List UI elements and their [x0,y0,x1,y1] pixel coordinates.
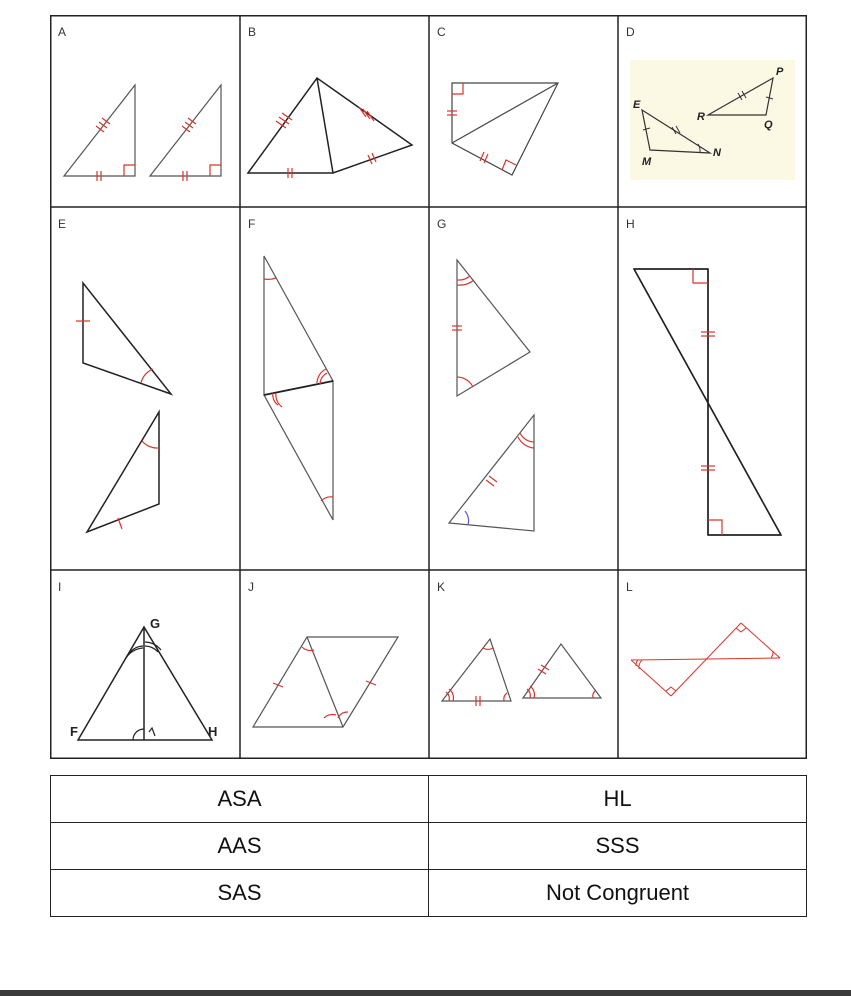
cell-l [618,570,807,759]
cell-label-f: F [248,217,256,231]
vertex-e: E [633,99,641,111]
cell-e [50,207,240,570]
answer-bank-table [50,775,807,917]
figure-d [618,15,807,207]
figure-l [618,570,807,759]
answer-cell: SSS [429,823,807,870]
figure-e [50,207,240,570]
answer-cell: HL [429,776,807,823]
cell-b [240,15,429,207]
cell-g [429,207,618,570]
answer-cell: SAS [51,870,429,917]
cell-i [50,570,240,759]
cell-j [240,570,429,759]
cell-label-e: E [58,217,67,231]
cell-label-h: H [626,217,635,231]
vertex-n: N [713,147,721,159]
vertex-q: Q [764,119,773,131]
cell-f [240,207,429,570]
cell-label-a: A [58,25,67,39]
cell-label-l: L [626,580,633,594]
figure-j [240,570,429,759]
figure-h [618,207,807,570]
table-row [51,776,807,823]
cell-label-k: K [437,580,446,594]
answer-cell: AAS [51,823,429,870]
bottom-bar [0,990,851,996]
figure-f [240,207,429,570]
figure-b [240,15,429,207]
cell-k [429,570,618,759]
table-row [51,823,807,870]
cell-h [618,207,807,570]
cell-label-b: B [248,25,257,39]
figure-i [50,570,240,759]
figure-a [50,15,240,207]
triangle-grid [50,15,807,759]
figure-g [429,207,618,570]
cell-c [429,15,618,207]
cell-label-j: J [248,580,254,594]
vertex-h: H [208,724,218,739]
figure-k [429,570,618,759]
vertex-m: M [642,156,652,168]
answer-cell: Not Congruent [429,870,807,917]
vertex-g: G [150,616,161,631]
cell-d [618,15,807,207]
answer-cell: ASA [51,776,429,823]
cell-label-d: D [626,25,635,39]
cell-label-i: I [58,580,62,594]
vertex-r: R [697,111,705,123]
table-row [51,870,807,917]
figure-c [429,15,618,207]
cell-label-g: G [437,217,447,231]
cell-a [50,15,240,207]
cell-label-c: C [437,25,446,39]
vertex-p: P [776,66,784,78]
vertex-f: F [70,724,78,739]
